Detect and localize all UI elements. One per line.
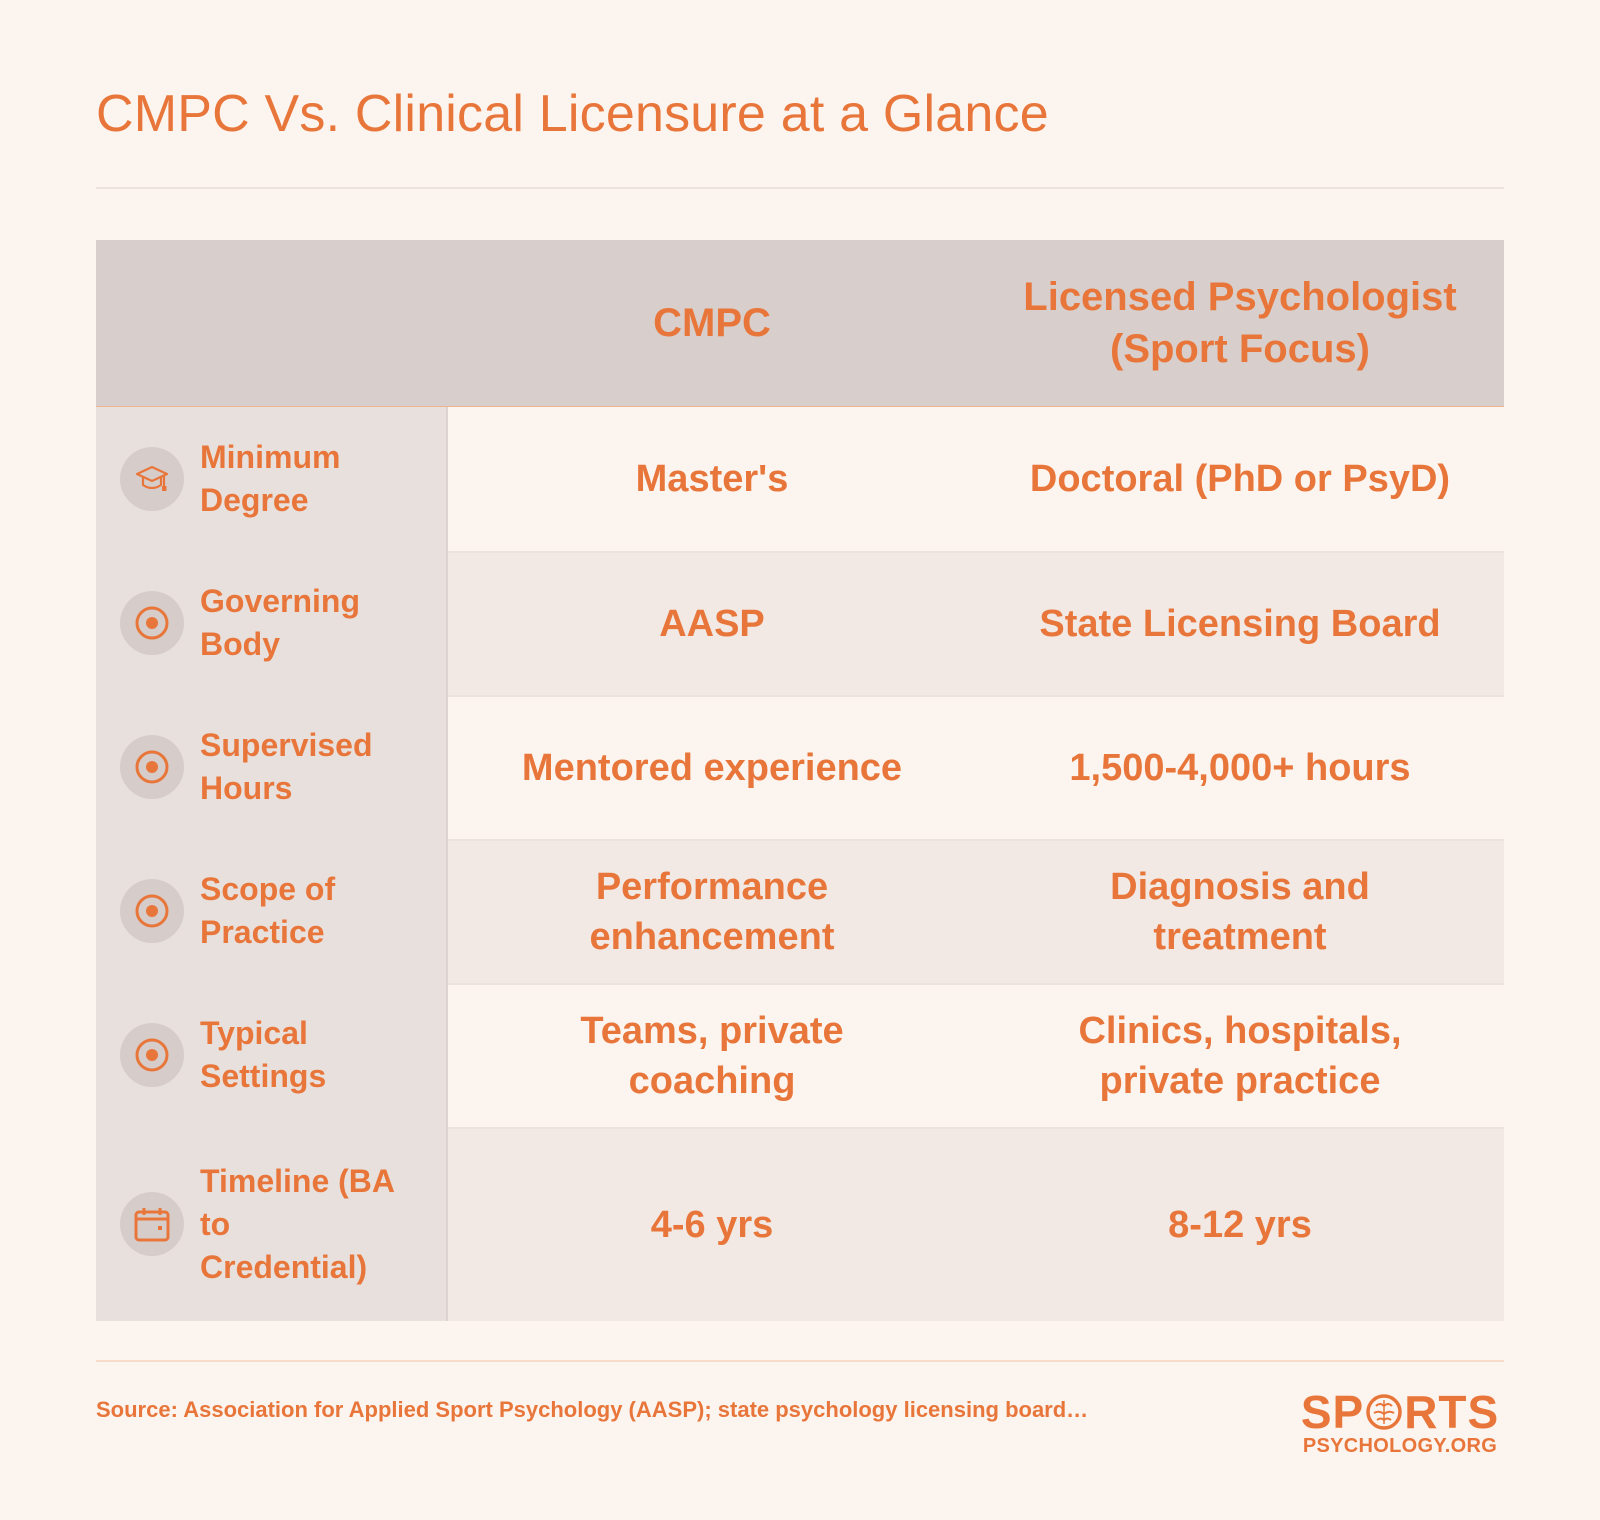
calendar-icon: [120, 1192, 184, 1256]
cmpc-cell: Teams, private coaching: [448, 983, 976, 1127]
table-row: [96, 1127, 1504, 1321]
table-row: [96, 695, 1504, 839]
target-icon: [120, 879, 184, 943]
row-label: Typical Settings: [200, 1015, 327, 1094]
header-licensed-psychologist: Licensed Psychologist (Sport Focus): [1023, 275, 1457, 371]
row-label-cell: [96, 1127, 448, 1321]
cmpc-cell: Performance enhancement: [448, 839, 976, 983]
header-corner-cell: [96, 240, 448, 406]
row-label: Timeline (BA to Credential): [200, 1162, 395, 1285]
table-row: [96, 983, 1504, 1127]
title-divider: [96, 187, 1504, 189]
site-logo[interactable]: [1290, 1386, 1510, 1457]
target-icon: [120, 735, 184, 799]
brain-icon: [1365, 1392, 1403, 1432]
row-label: Supervised Hours: [200, 727, 373, 806]
psych-cell: 8-12 yrs: [976, 1127, 1504, 1321]
row-label-cell: [96, 407, 448, 551]
row-label-cell: [96, 551, 448, 695]
psych-cell: State Licensing Board: [976, 551, 1504, 695]
row-label-cell: [96, 695, 448, 839]
table-row: [96, 407, 1504, 551]
psych-cell: 1,500-4,000+ hours: [976, 695, 1504, 839]
graduation-cap-icon: [120, 447, 184, 511]
logo-wordmark: [1290, 1386, 1510, 1438]
logo-subtext: PSYCHOLOGY.ORG: [1302, 1435, 1498, 1457]
target-icon: [120, 1023, 184, 1087]
target-icon: [120, 591, 184, 655]
row-label: Scope of Practice: [200, 871, 336, 950]
psych-cell: Diagnosis and treatment: [976, 839, 1504, 983]
cmpc-cell: Mentored experience: [448, 695, 976, 839]
page-title: CMPC Vs. Clinical Licensure at a Glance: [96, 85, 1049, 143]
comparison-table: [96, 240, 1504, 1321]
logo-text-right: RTS: [1404, 1386, 1500, 1438]
table-row: [96, 551, 1504, 695]
cmpc-cell: Master's: [448, 407, 976, 551]
psych-cell: Doctoral (PhD or PsyD): [976, 407, 1504, 551]
logo-text-left: SP: [1300, 1386, 1365, 1438]
row-label: Governing Body: [200, 583, 361, 662]
source-note: Source: Association for Applied Sport Psychology (AASP); state psychology licensing board…: [96, 1397, 1089, 1422]
cmpc-cell: 4-6 yrs: [448, 1127, 976, 1321]
header-cmpc: CMPC: [653, 301, 771, 345]
table-header: [96, 240, 1504, 407]
footer-divider: [96, 1360, 1504, 1362]
row-label-cell: [96, 839, 448, 983]
row-label: Minimum Degree: [200, 439, 341, 518]
cmpc-cell: AASP: [448, 551, 976, 695]
psych-cell: Clinics, hospitals, private practice: [976, 983, 1504, 1127]
row-label-cell: [96, 983, 448, 1127]
table-row: [96, 839, 1504, 983]
